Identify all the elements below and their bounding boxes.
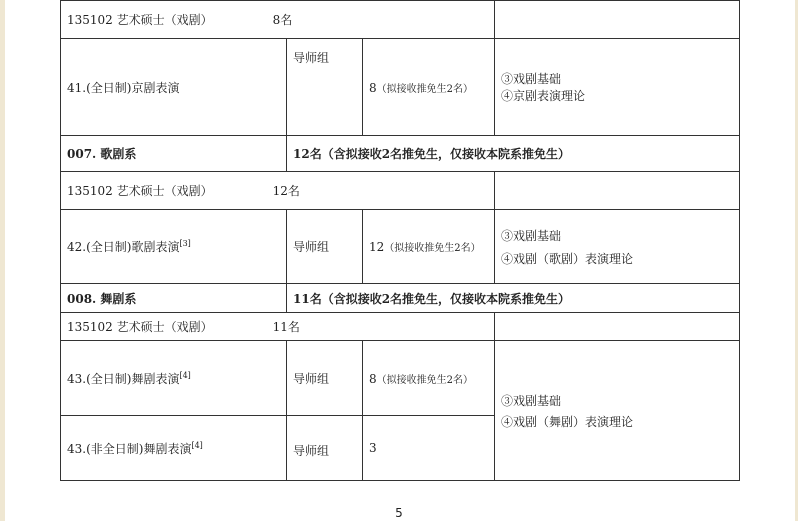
enrollment-table xyxy=(60,0,740,481)
program-cell xyxy=(61,39,287,136)
table-row xyxy=(61,136,740,172)
advisor-cell xyxy=(287,341,363,416)
quota-cell xyxy=(363,341,495,416)
major-count: 12名 xyxy=(272,184,300,198)
advisor: 导师组 xyxy=(293,371,330,386)
advisor-cell xyxy=(287,39,363,136)
footnote-mark: [4] xyxy=(191,440,203,450)
quota: 8 xyxy=(369,371,377,386)
major-code: 135102 艺术硕士（戏剧） xyxy=(67,184,213,198)
table-row xyxy=(61,39,740,136)
exam-subject-3: ③戏剧基础 xyxy=(501,228,562,243)
program-cell xyxy=(61,210,287,284)
program-cell xyxy=(61,416,287,481)
advisor: 导师组 xyxy=(293,444,330,458)
table-row xyxy=(61,1,740,39)
major-code: 135102 艺术硕士（戏剧） xyxy=(67,13,213,27)
advisor-cell xyxy=(287,210,363,284)
quota-note: （拟接收推免生2名） xyxy=(376,83,474,95)
program-name: 41.(全日制)京剧表演 xyxy=(67,80,180,95)
department-summary: 11名（含拟接收2名推免生，仅接收本院系推免生） xyxy=(293,291,571,306)
quota-note: （拟接收推免生2名） xyxy=(376,374,474,386)
footnote-mark: [3] xyxy=(179,239,191,248)
advisor: 导师组 xyxy=(293,240,330,254)
department-cell xyxy=(61,136,287,172)
program-cell xyxy=(61,341,287,416)
empty-cell xyxy=(495,1,740,39)
program-name: 43.(非全日制)舞剧表演 xyxy=(67,441,192,456)
exam-subject-4: ④戏剧（歌剧）表演理论 xyxy=(501,251,634,266)
quota: 12 xyxy=(369,240,385,254)
department-name: 007. 歌剧系 xyxy=(67,147,137,161)
advisor-cell xyxy=(287,416,363,481)
department-name: 008. 舞剧系 xyxy=(67,291,137,306)
footnote-mark: [4] xyxy=(179,370,191,380)
exam-subject-4: ④戏剧（舞剧）表演理论 xyxy=(501,414,634,429)
major-code-cell xyxy=(61,172,495,210)
exam-cell xyxy=(495,341,740,481)
major-count: 8名 xyxy=(272,13,293,27)
empty-cell xyxy=(495,313,740,341)
exam-cell xyxy=(495,39,740,136)
major-code-cell xyxy=(61,1,495,39)
department-summary-cell xyxy=(287,136,740,172)
major-code: 135102 艺术硕士（戏剧） xyxy=(67,320,213,334)
quota-note: （拟接收推免生2名） xyxy=(384,243,481,254)
quota: 3 xyxy=(369,441,377,455)
empty-cell xyxy=(495,172,740,210)
program-name: 42.(全日制)歌剧表演 xyxy=(67,240,180,254)
advisor: 导师组 xyxy=(293,51,330,65)
exam-subject-3: ③戏剧基础 xyxy=(501,393,562,408)
page-number: 5 xyxy=(395,506,403,520)
quota-cell xyxy=(363,416,495,481)
table-row xyxy=(61,210,740,284)
exam-cell xyxy=(495,210,740,284)
program-name: 43.(全日制)舞剧表演 xyxy=(67,371,180,386)
table-row xyxy=(61,284,740,313)
department-cell xyxy=(61,284,287,313)
exam-subject-3: ③戏剧基础 xyxy=(501,72,562,86)
table-row xyxy=(61,313,740,341)
department-summary-cell xyxy=(287,284,740,313)
quota: 8 xyxy=(369,80,377,95)
department-summary: 12名（含拟接收2名推免生，仅接收本院系推免生） xyxy=(293,147,571,161)
quota-cell xyxy=(363,39,495,136)
exam-subject-4: ④京剧表演理论 xyxy=(501,89,586,103)
quota-cell xyxy=(363,210,495,284)
major-count: 11名 xyxy=(272,320,300,334)
major-code-cell xyxy=(61,313,495,341)
table-row xyxy=(61,341,740,416)
table-row xyxy=(61,172,740,210)
page-edge-left xyxy=(0,0,5,521)
